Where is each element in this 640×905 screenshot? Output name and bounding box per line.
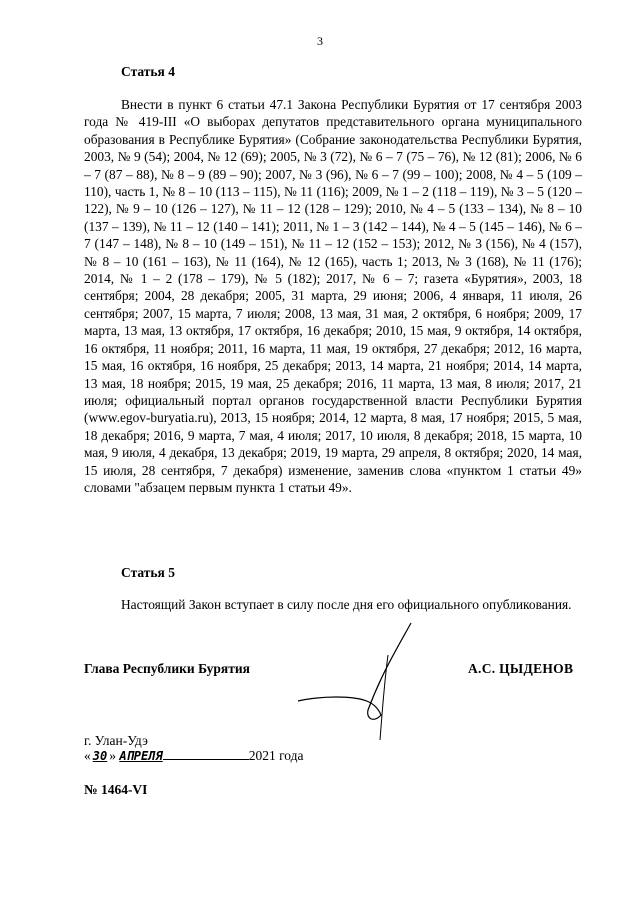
article-4-text: Внести в пункт 6 статьи 47.1 Закона Республики Бурятия от 17 сентября 2003 года № 419-III «О выборах депутатов представительного органа муниципального образования в Республике Бурятия» (Собрание законодательства Республики Бурятия, 2003, № 9 (54); 2004, № 12 (69); 2005, № 3 (72), № 6 – 7 (75 – 76), № 12 (81); 2006, № 6 – 7 (87 – 88), № 8 – 9 (89 – 90); 2007, № 3 (96), № 6 – 7 (99 – 100); 2008, № 4 – 5 (109 – 110), часть 1, № 8 – 10 (113 – 115), № 11 (116); 2009, № 1 – 2 (118 – 119), № 3 – 5 (120 – 122), № 9 – 10 (126 – 127), № 11 – 12 (128 – 129); 2010, № 4 – 5 (133 – 134), № 8 – 10 (137 – 139), № 11 – 12 (140 – 141); 2011, № 1 – 3 (142 – 144), № 4 – 5 (145 – 146), № 6 – 7 (147 – 148), № 8 – 10 (149 – 151), № 11 – 12 (152 – 153); 2012, № 3 (156), № 4 (157), № 8 – 10 (161 – 163), № 11 (164), № 12 (165), часть 1; 2013, № 3 (168), № 11 (176); 2014, № 1 – 2 (178 – 179), № 5 (182); 2017, № 6 – 7; газета «Бурятия», 2003, 18 сентября; 2004, 28 декабря; 2005, 31 марта, 29 июня; 2006, 4 января, 11 июля, 26 сентября; 2007, 15 марта, 7 июля; 2008, 13 мая, 31 мая, 2 октября, 6 ноября; 2009, 17 марта, 13 мая, 13 октября, 17 октября, 16 декабря; 2010, 15 мая, 9 октября, 14 октября, 16 октября, 11 ноября; 2011, 16 марта, 11 мая, 19 октября, 27 декабря; 2012, 16 марта, 15 мая, 16 октября, 16 ноября, 25 декабря; 2013, 14 марта, 21 ноября; 2014, 14 марта, 13 мая, 18 ноября; 2015, 19 мая, 25 декабря; 2016, 11 марта, 13 мая, 8 июля; 2017, 21 июля; официальный портал органов государственной власти Республики Бурятия (www.egov-buryatia.ru), 2013, 15 ноября; 2014, 12 марта, 8 мая, 17 ноября; 2015, 5 мая, 18 декабря; 2016, 9 марта, 7 мая, 4 июля; 2017, 10 июля, 8 декабря; 2018, 15 марта, 10 мая, 9 июля, 4 декабря, 13 декабря; 2019, 19 марта, 29 апреля, 8 октября; 2020, 14 мая, 15 июля, 28 сентября, 7 декабря) изменение, заменив слова «пунктом 1 статьи 49» словами "абзацем первым пункта 1 статьи 49». [84, 97, 582, 495]
date-year: 2021 года [248, 748, 304, 763]
date-day: 30 [92, 749, 108, 763]
page-number: 3 [317, 34, 323, 48]
article-4-heading: Статья 4 [121, 64, 175, 79]
date-blank-line [163, 749, 249, 760]
article-5-heading: Статья 5 [121, 565, 175, 580]
signatory-name: А.С. ЦЫДЕНОВ [468, 661, 574, 676]
place-of-signing: г. Улан-Удэ [84, 733, 148, 748]
date-close-quote: » [109, 748, 116, 763]
handwritten-signature [296, 615, 426, 745]
date-open-quote: « [84, 748, 91, 763]
signatory-title: Глава Республики Бурятия [84, 661, 250, 676]
article-5-text: Настоящий Закон вступает в силу после дня его официального опубликования. [121, 597, 572, 612]
law-number: № 1464-VI [84, 782, 148, 797]
signing-date [84, 748, 304, 764]
date-month: АПРЕЛЯ [119, 749, 163, 763]
